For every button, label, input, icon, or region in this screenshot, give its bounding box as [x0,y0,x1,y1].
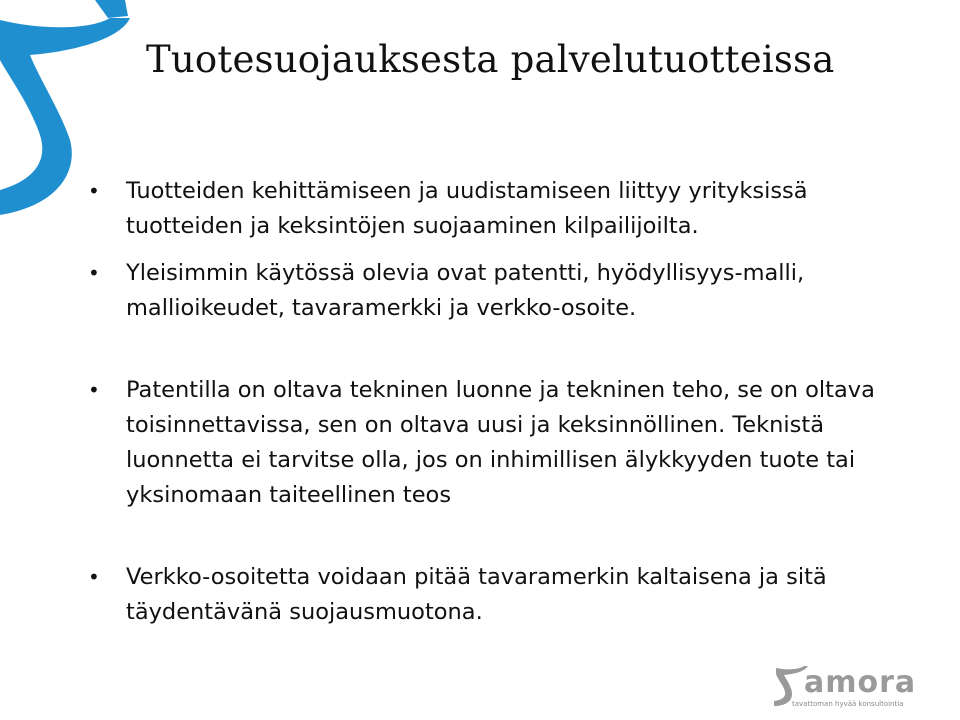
bullet-marker: • [88,378,100,402]
slide-title: Tuotesuojauksesta palvelutuotteissa [146,38,835,81]
bullet-marker: • [88,261,100,285]
bullet-list [88,174,928,630]
bullet-text: Tuotteiden kehittämiseen ja uudistamiseen liittyy yrityksissä tuotteiden ja keksintöjen suojaaminen kilpailijoilta. [126,178,808,239]
bullet-text: Yleisimmin käytössä olevia ovat patentti, hyödyllisyys-malli, mallioikeudet, tavaramerkki ja verkko-osoite. [126,260,805,321]
footer-logo-text: amora [804,665,917,700]
bullet-text: Patentilla on oltava tekninen luonne ja tekninen teho, se on oltava toisinnettavissa, sen on oltava uusi ja keksinnöllinen. Teknistä luonnetta ei tarvitse olla, jos on inhimillisen älykkyyden tuote tai yksinomaan taiteellinen teos [126,377,875,508]
bullet-item [88,373,928,513]
bullet-item [88,174,928,244]
footer-tagline: tavattoman hyvää konsultointia [792,700,904,708]
bullet-marker: • [88,565,100,589]
bullet-text: Verkko-osoitetta voidaan pitää tavaramerkin kaltaisena ja sitä täydentävänä suojausmuotona. [126,564,827,625]
bullet-marker: • [88,179,100,203]
bullet-item [88,560,928,630]
bullet-item [88,256,928,326]
